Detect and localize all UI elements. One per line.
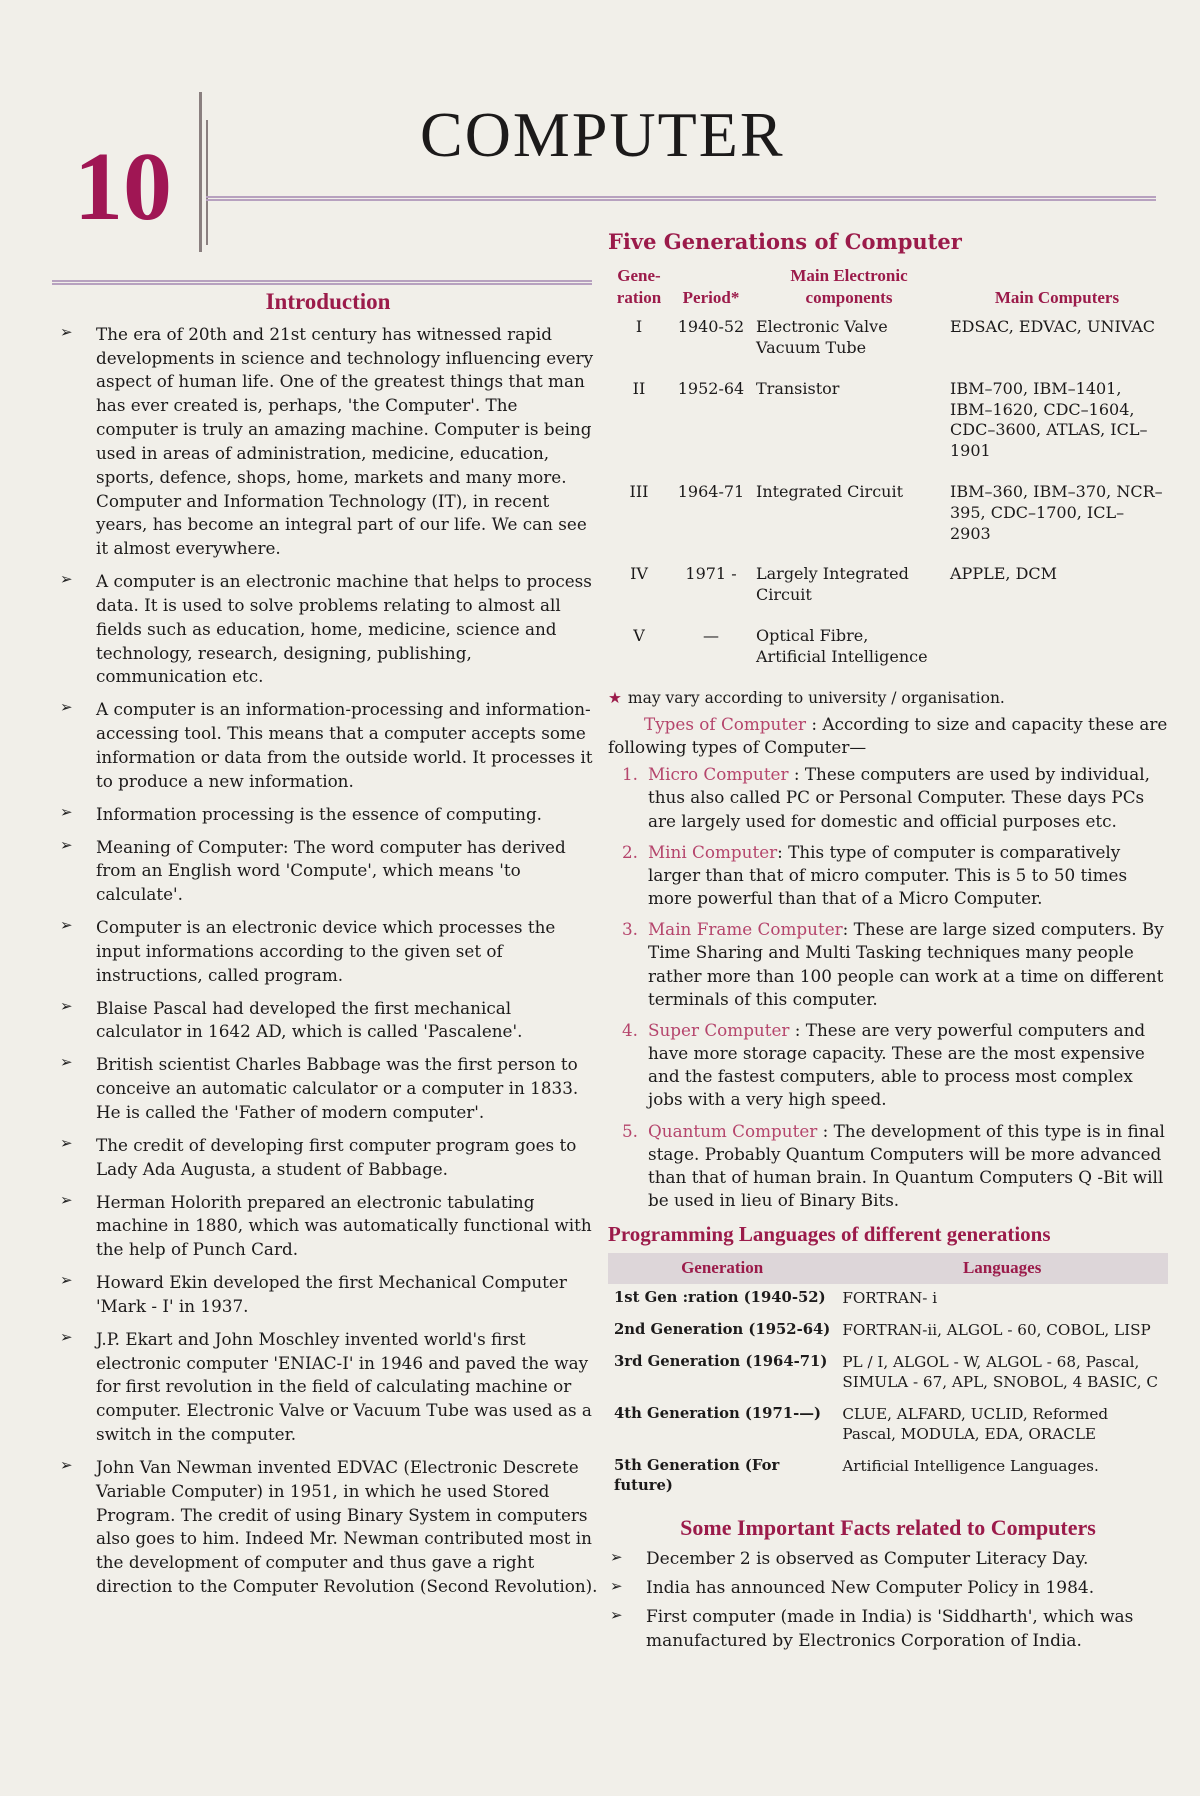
list-item: 2. Mini Computer: This type of computer is comparatively larger than that of micro computer. This is 5 to 50 times more powerful than that of a Micro Computer. (622, 841, 1128, 909)
list-item: ➢ Information processing is the essence of computing. (60, 802, 543, 824)
table-cell: APPLE, DCM (950, 564, 1058, 584)
arrow-bullet-icon: ➢ (60, 570, 73, 589)
arrow-bullet-icon: ➢ (60, 1190, 73, 1209)
column-header: Generation (608, 1253, 836, 1283)
generations-table (608, 261, 1168, 684)
table-row (608, 1400, 1168, 1452)
vertical-divider (199, 92, 202, 252)
chapter-title: COMPUTER (420, 99, 785, 170)
table-header-row (608, 1253, 1168, 1283)
generations-footnote: ★ may vary according to university / organisation. (608, 688, 1005, 707)
arrow-bullet-icon: ➢ (60, 1133, 73, 1152)
list-item: ➢ First computer (made in India) is 'Siddharth', which was manufactured by Electronics Corporation of India. (610, 1606, 1134, 1651)
table-cell: 3rd Generation (1964-71) (614, 1352, 828, 1370)
list-item: ➢ A computer is an information-processing and information-accessing tool. This means that a computer accepts some information or data from the outside world. It processes it to produce a new information. (60, 698, 593, 791)
table-row (608, 560, 1168, 622)
introduction-heading: Introduction (265, 289, 391, 314)
list-item: 1. Micro Computer : These computers are used by individual, thus also called PC or Personal Computer. These days PCs are largely used for domestic and official purposes etc. (622, 764, 1150, 831)
languages-table (608, 1253, 1168, 1503)
list-item: ➢ J.P. Ekart and John Moschley invented world's first electronic computer 'ENIAC-I' in 1946 and paved the way for first revolution in the field of calculating machine or computer. Electronic Valve or Vacuum Tube was used as a switch in the computer. (60, 1327, 592, 1445)
arrow-bullet-icon: ➢ (60, 698, 73, 717)
arrow-bullet-icon: ➢ (610, 1606, 623, 1625)
facts-heading: Some Important Facts related to Computers (680, 1515, 1096, 1541)
table-row (608, 375, 1168, 478)
arrow-bullet-icon: ➢ (60, 916, 73, 935)
table-row (608, 1284, 1168, 1316)
arrow-bullet-icon: ➢ (610, 1576, 623, 1595)
table-cell: IV (630, 564, 648, 584)
list-item: ➢ The credit of developing first computer program goes to Lady Ada Augusta, a student of Babbage. (60, 1133, 577, 1179)
table-cell: 1971 - (685, 564, 737, 584)
languages-heading: Programming Languages of different generations (608, 1222, 1051, 1247)
arrow-bullet-icon: ➢ (60, 1327, 73, 1346)
arrow-bullet-icon: ➢ (610, 1547, 623, 1566)
arrow-bullet-icon: ➢ (60, 322, 73, 341)
table-cell: 4th Generation (1971-—) (614, 1404, 822, 1422)
table-cell: 5th Generation (For future) (614, 1457, 780, 1494)
list-item: ➢ Meaning of Computer: The word computer has derived from an English word 'Compute', which means 'to calculate'. (60, 835, 566, 905)
table-cell: IBM–700, IBM–1401, IBM–1620, CDC–1604, CDC–3600, ATLAS, ICL–1901 (950, 378, 1148, 461)
list-item: ➢ The era of 20th and 21st century has witnessed rapid developments in science and technology influencing every aspect of human life. One of the greatest things that man has ever created is, perhaps, 'the Computer'. The computer is truly an amazing machine. Computer is being used in areas of administration, medicine, education, sports, defence, shops, home, markets and many more. Computer and Information Technology (IT), in recent years, has become an integral part of our life. We can see it almost everywhere. (60, 322, 594, 559)
column-header: Main Computers (994, 288, 1120, 308)
list-item: ➢ Herman Holorith prepared an electronic tabulating machine in 1880, which was automatically functional with the help of Punch Card. (60, 1190, 592, 1260)
table-cell: 2nd Generation (1952-64) (614, 1320, 831, 1338)
column-header: Main Electronic components (790, 265, 908, 308)
right-column (608, 228, 1168, 1659)
table-cell: — (703, 625, 719, 645)
chapter-number: 10 (74, 133, 172, 241)
table-cell (946, 622, 1168, 684)
list-item: ➢ Blaise Pascal had developed the first mechanical calculator in 1642 AD, which is called 'Pascalene'. (60, 996, 523, 1042)
column-header: Languages (836, 1253, 1168, 1283)
table-row (608, 622, 1168, 684)
list-item: ➢ A computer is an electronic machine that helps to process data. It is used to solve problems relating to almost all fields such as education, home, medicine, science and technology, research, designing, publishing, communication etc. (60, 570, 592, 687)
list-item: 4. Super Computer : These are very powerful computers and have more storage capacity. These are the most expensive and the fastest computers, able to process most complex jobs with a very high speed. (622, 1019, 1146, 1110)
table-cell: Optical Fibre, Artificial Intelligence (756, 625, 928, 666)
list-item: 3. Main Frame Computer: These are large sized computers. By Time Sharing and Multi Tasking techniques many people rather more than 100 people can work at a time on different terminals of this computer. (622, 919, 1164, 1009)
types-lead: Types of Computer (644, 713, 807, 734)
header-rule (206, 196, 1156, 201)
arrow-bullet-icon: ➢ (60, 1271, 73, 1290)
list-item: ➢ Computer is an electronic device which processes the input informations according to the given set of instructions, called program. (60, 916, 556, 985)
introduction-section (58, 286, 598, 1608)
arrow-bullet-icon: ➢ (60, 802, 73, 821)
arrow-bullet-icon: ➢ (60, 1053, 73, 1072)
table-cell: Integrated Circuit (756, 481, 903, 501)
table-cell: 1st Gen :ration (1940-52) (614, 1288, 826, 1306)
types-list (608, 763, 1168, 1212)
table-cell: CLUE, ALFARD, UCLID, Reformed Pascal, MODULA, EDA, ORACLE (842, 1404, 1109, 1444)
column-header: Period* (682, 288, 740, 308)
table-cell: I (635, 317, 643, 337)
table-cell: Transistor (756, 378, 840, 398)
table-cell: V (633, 625, 645, 645)
arrow-bullet-icon: ➢ (60, 996, 73, 1015)
table-cell: 1940-52 (677, 317, 745, 337)
column-header: Gene- ration (616, 265, 662, 308)
table-cell: FORTRAN- i (842, 1288, 938, 1307)
table-row (608, 313, 1168, 375)
table-cell: IBM–360, IBM–370, NCR–395, CDC–1700, ICL–2903 (950, 481, 1163, 543)
table-cell: III (629, 481, 649, 501)
table-cell: Electronic Valve Vacuum Tube (756, 317, 888, 357)
table-row (608, 478, 1168, 560)
table-cell: Largely Integrated Circuit (756, 564, 909, 605)
facts-list (608, 1548, 1168, 1654)
table-cell: 1964-71 (677, 481, 745, 501)
list-item: ➢ December 2 is observed as Computer Literacy Day. (610, 1547, 1089, 1569)
list-item: 5. Quantum Computer : The development of this type is in final stage. Probably Quantum Computers will be more advanced than that of human brain. In Quantum Computers Q -Bit will be used in lieu of Binary Bits. (622, 1120, 1165, 1211)
list-item: ➢ John Van Newman invented EDVAC (Electronic Descrete Variable Computer) in 1951, in which he used Stored Program. The credit of using Binary System in computers also goes to him. Indeed Mr. Newman contributed most in the development of computer and thus gave a right direction to the Computer Revolution (Second Revolution). (60, 1455, 598, 1597)
table-row (608, 1316, 1168, 1348)
table-cell: II (632, 378, 646, 398)
table-cell: EDSAC, EDVAC, UNIVAC (950, 317, 1156, 337)
list-item: ➢ Howard Ekin developed the first Mechanical Computer 'Mark - I' in 1937. (60, 1271, 567, 1316)
list-item: ➢ British scientist Charles Babbage was the first person to conceive an automatic calculator or a computer in 1833. He is called the 'Father of modern computer'. (60, 1053, 579, 1122)
arrow-bullet-icon: ➢ (60, 1455, 73, 1474)
table-cell: 1952-64 (677, 378, 745, 398)
table-header-row (608, 261, 1168, 313)
section-rule (52, 280, 592, 285)
table-cell: Artificial Intelligence Languages. (842, 1457, 1099, 1476)
types-intro: Types of Computer : According to size and capacity these are following types of Computer— (608, 713, 1168, 758)
generations-heading: Five Generations of Computer (608, 229, 962, 254)
arrow-bullet-icon: ➢ (60, 835, 73, 854)
vertical-divider (206, 120, 208, 245)
introduction-list (58, 323, 598, 1599)
asterisk-icon: ★ (608, 688, 622, 707)
table-cell: PL / I, ALGOL - W, ALGOL - 68, Pascal, SIMULA - 67, APL, SNOBOL, 4 BASIC, C (842, 1352, 1158, 1391)
table-row (608, 1452, 1168, 1503)
table-row (608, 1348, 1168, 1400)
list-item: ➢ India has announced New Computer Policy in 1984. (610, 1576, 1095, 1598)
table-cell: FORTRAN-ii, ALGOL - 60, COBOL, LISP (842, 1320, 1151, 1339)
